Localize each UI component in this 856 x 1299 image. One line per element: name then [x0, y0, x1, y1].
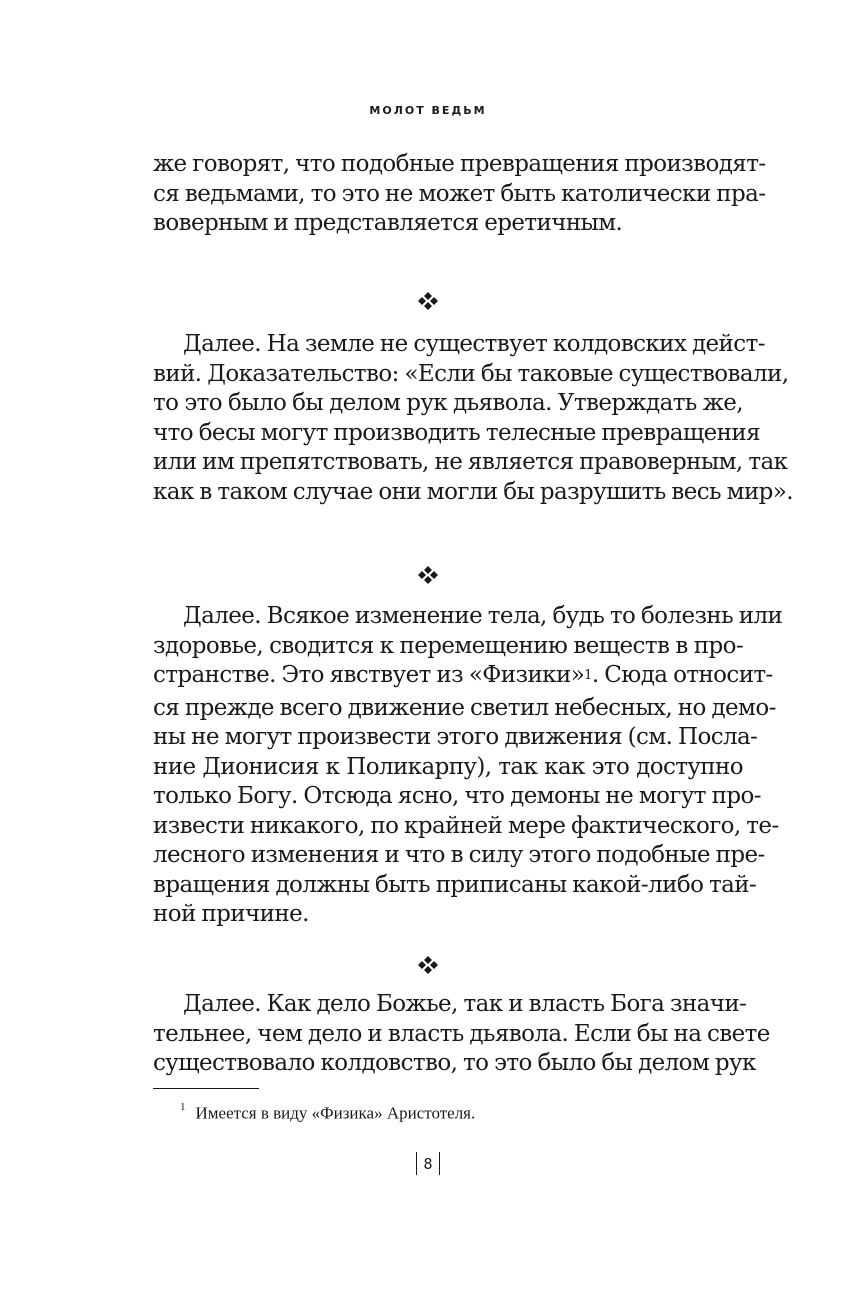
- text-line: как в таком случае они могли бы разрушить весь мир».: [153, 478, 793, 505]
- text-line: Далее. Всякое изменение тела, будь то болезнь или: [183, 603, 783, 629]
- section-ornament: [0, 956, 856, 978]
- text-line: лесного изменения и что в силу этого подобные пре-: [153, 842, 765, 868]
- text-line: только Богу. Отсюда ясно, что демоны не могут про-: [153, 783, 761, 809]
- paragraph-2: [153, 330, 793, 507]
- paragraph-3: [153, 602, 783, 930]
- text-line: что бесы могут производить телесные превращения: [153, 419, 761, 446]
- footnote-reference[interactable]: 1: [584, 668, 592, 683]
- text-line: извести никакого, по крайней мере фактического, те-: [153, 812, 779, 839]
- text-line-with-reference: [153, 661, 773, 694]
- diamond-fleuron-icon: [418, 956, 438, 974]
- footnote: [180, 1098, 475, 1125]
- text-line: вращения должны быть приписаны какой-либо тай-: [153, 871, 757, 898]
- page-number-block: [0, 1152, 856, 1175]
- text-line: или им препятствовать, не является правоверным, так: [153, 449, 788, 475]
- text-line: же говорят, что подобные превращения производят-: [153, 151, 766, 177]
- text-line: ние Дионисия к Поликарпу), так как это доступно: [153, 753, 743, 780]
- text-line: ной причине.: [153, 901, 309, 927]
- text-line: тельнее, чем дело и власть дьявола. Если бы на свете: [153, 1020, 770, 1047]
- page-number: 8: [416, 1152, 439, 1175]
- section-ornament: [0, 566, 856, 588]
- text-line: вий. Доказательство: «Если бы таковые существовали,: [153, 360, 789, 387]
- text-line: ны не могут произвести этого движения (см. Посла-: [153, 724, 758, 750]
- text-line: ся прежде всего движение светил небесных, но демо-: [153, 694, 776, 721]
- text-fragment: странстве. Это явствует из «Физики»: [153, 662, 585, 688]
- text-line: ся ведьмами, то это не может быть католически пра-: [153, 180, 766, 207]
- text-line: Далее. На земле не существует колдовских дейст-: [183, 331, 765, 357]
- footnote-rule: [153, 1088, 259, 1089]
- paragraph-1: [153, 150, 766, 239]
- diamond-fleuron-icon: [418, 292, 438, 310]
- section-ornament: [0, 292, 856, 314]
- footnote-text: Имеется в виду «Физика» Аристотеля.: [195, 1103, 476, 1123]
- text-line: существовало колдовство, то это было бы делом рук: [153, 1050, 756, 1076]
- footnote-mark: 1: [180, 1101, 186, 1113]
- running-head: МОЛОТ ВЕДЬМ: [369, 104, 487, 117]
- text-line: то это было бы делом рук дьявола. Утверждать же,: [153, 390, 743, 416]
- paragraph-4: [153, 990, 770, 1079]
- diamond-fleuron-icon: [418, 566, 438, 584]
- text-line: Далее. Как дело Божье, так и власть Бога значи-: [183, 991, 747, 1017]
- text-line: здоровье, сводится к перемещению веществ в про-: [153, 632, 743, 659]
- text-line: воверным и представляется еретичным.: [153, 210, 623, 236]
- text-fragment: . Сюда относит-: [591, 662, 773, 688]
